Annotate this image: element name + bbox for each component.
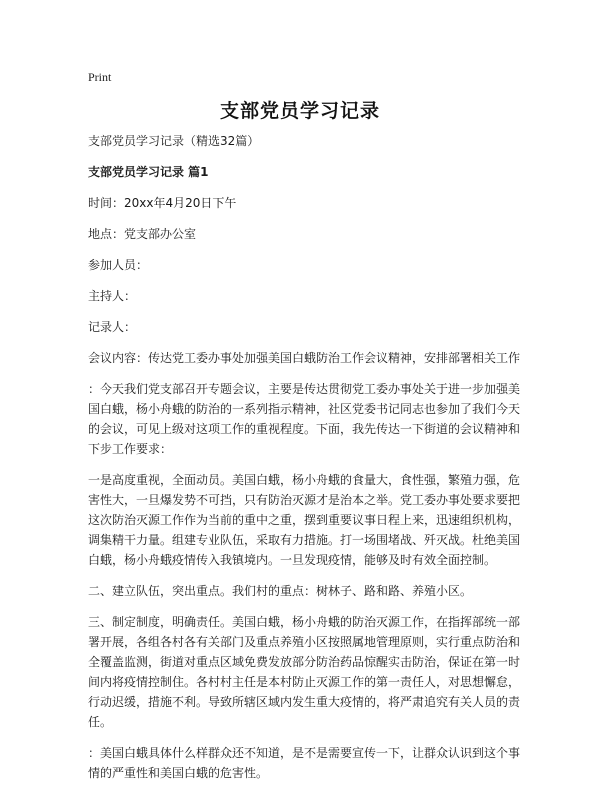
- paragraph-point-one: 一是高度重视，全面动员。美国白蛾，杨小舟蛾的食量大，食性强，繁殖力强，危害性大，一旦爆发势不可挡，只有防治灭源才是治本之举。党工委办事处要求要把这次防治灭源工作作为当前的重中之重，摆到重要议事日程上来，迅速组织机构，调集精干力量。组建专业队伍，采取有力措施。打一场围堵战、歼灭战。杜绝美国白蛾，杨小舟蛾疫情传入我镇境内。一旦发现疫情，能够及时有效全面控制。: [88, 473, 521, 567]
- field-location: 地点：党支部办公室: [88, 227, 197, 241]
- paragraph-question: ：美国白蛾具体什么样群众还不知道，是不是需要宣传一下，让群众认识到这个事情的严重性和美国白蛾的危害性。: [88, 746, 521, 780]
- paragraph-opening: ：今天我们党支部召开专题会议，主要是传达贯彻党工委办事处关于进一步加强美国白蛾，杨小舟蛾的防治的一系列指示精神，社区党委书记同志也参加了我们今天的会议，可见上级对这项工作的重视程度。下面，我先传达一下街道的会议精神和下步工作要求：: [88, 382, 521, 456]
- field-time: 时间：20xx年4月20日下午: [88, 196, 237, 210]
- document-subtitle: 支部党员学习记录（精选32篇）: [88, 134, 260, 148]
- field-host: 主持人：: [88, 289, 137, 303]
- field-recorder: 记录人：: [88, 320, 137, 334]
- section-heading: 支部党员学习记录 篇1: [88, 165, 209, 179]
- paragraph-meeting-content: 会议内容：传达党工委办事处加强美国白蛾防治工作会议精神，安排部署相关工作: [88, 351, 520, 365]
- document-title: 支部党员学习记录: [219, 100, 380, 122]
- paragraph-point-two: 二、建立队伍，突出重点。我们村的重点：树林子、路和路、养殖小区。: [88, 584, 473, 598]
- document-body: [88, 131, 520, 794]
- print-label: Print: [88, 70, 112, 84]
- field-participants: 参加人员：: [88, 258, 149, 272]
- paragraph-point-three: 三、制定制度，明确责任。美国白蛾，杨小舟蛾的防治灭源工作，在指挥部统一部署开展，各组各村各有关部门及重点养殖小区按照属地管理原则，实行重点防治和全覆盖监测，街道对重点区域免费发放部分防治药品惊醒实击防治，保证在第一时间内将疫情控制住。各村村主任是本村防止灭源工作的第一责任人，对思想懈怠，行动迟缓，措施不利。导致所辖区域内发生重大疫情的，将严肃追究有关人员的责任。: [88, 615, 521, 729]
